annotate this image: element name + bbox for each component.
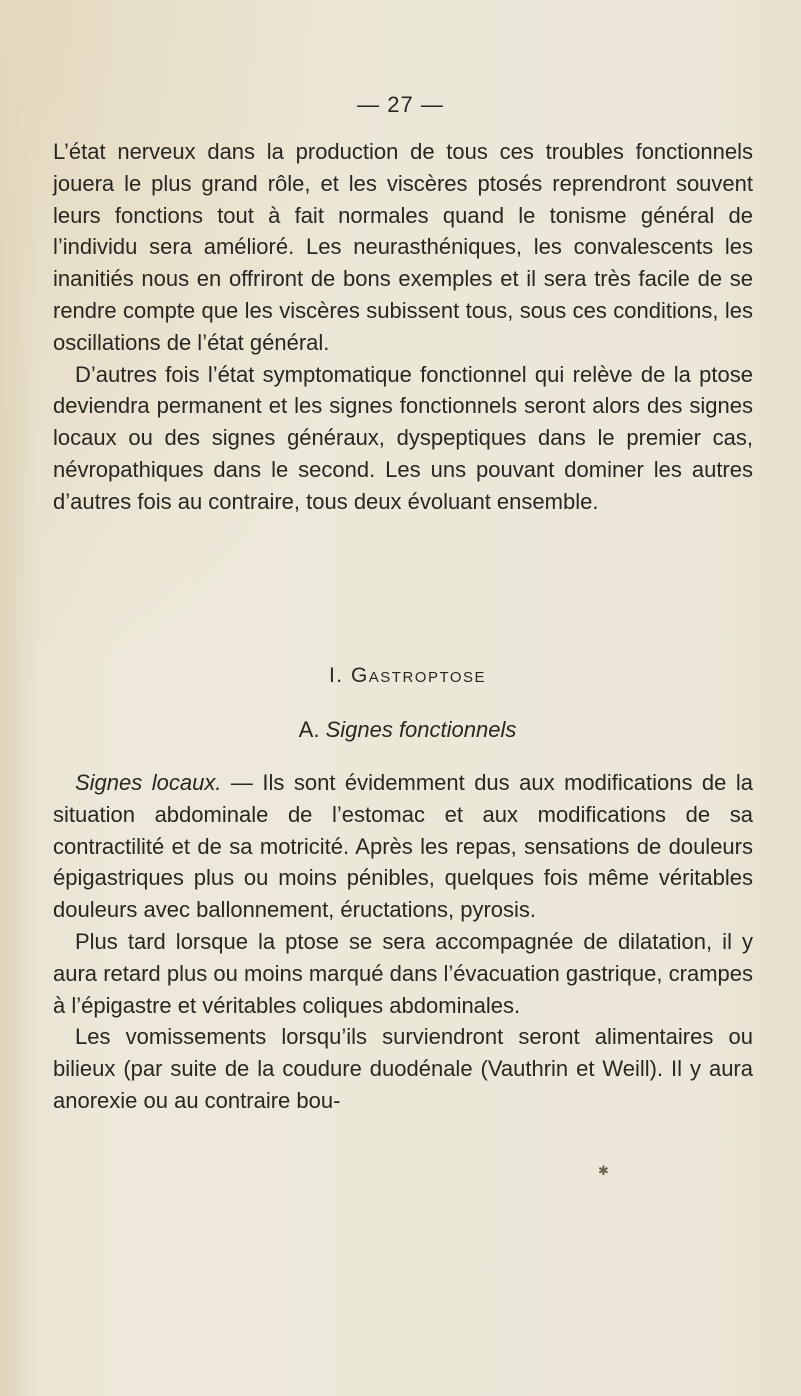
page-number: — 27 — — [357, 92, 444, 117]
paragraph: Plus tard lorsque la ptose se sera accompagnée de dilatation, il y aura retard plus ou moins marqué dans l’évacuation gastrique, crampes à l’épigastre et véritables coliques abdominales. — [53, 928, 753, 1018]
paragraph-text: — Ils sont évidemment dus aux modifications de la situation abdominale de l’estomac et aux modifications de sa contractilité et de sa motricité. Après les repas, sensations de douleurs épigastriques plus ou moins pénibles, quelques fois même véritables douleurs avec ballonnement, éructations, pyrosis. — [53, 770, 753, 923]
paragraph-lead: Signes locaux. — [75, 770, 222, 795]
paragraph — [53, 767, 753, 926]
section-heading: I. Gastroptose — [328, 664, 487, 687]
paragraph: Les vomissements lorsqu’ils surviendront seront alimentaires ou bilieux (par suite de la coudure duodénale (Vauthrin et Weill). Il y aura anorexie ou au contraire bou- — [53, 1024, 753, 1113]
sub-heading-prefix: A. — [298, 717, 320, 742]
paragraph: D’autres fois l’état symptomatique fonctionnel qui relève de la ptose deviendra permanent et les signes fonctionnels seront alors des signes locaux ou des signes généraux, dyspeptiques dans le premier cas, névropathiques dans le second. Les uns pouvant dominer les autres d’autres fois au contraire, tous deux évoluant ensemble. — [53, 361, 753, 514]
sub-heading-title: Signes fonctionnels — [325, 717, 517, 742]
sub-heading — [0, 717, 801, 743]
body-text-bottom — [53, 767, 753, 1117]
paragraph: L’état nerveux dans la production de tous ces troubles fonctionnels jouera le plus grand rôle, et les viscères ptosés reprendront souvent leurs fonctions tout à fait normales quand le tonisme général de l’individu sera amélioré. Les neurasthéniques, les convalescents les inanitiés nous en offriront de bons exemples et il sera très facile de se rendre compte que les viscères subissent tous, sous ces conditions, les oscillations de l’état général. — [53, 139, 753, 355]
body-text-top — [53, 136, 753, 518]
print-mark-icon: ✱ — [598, 1163, 609, 1178]
